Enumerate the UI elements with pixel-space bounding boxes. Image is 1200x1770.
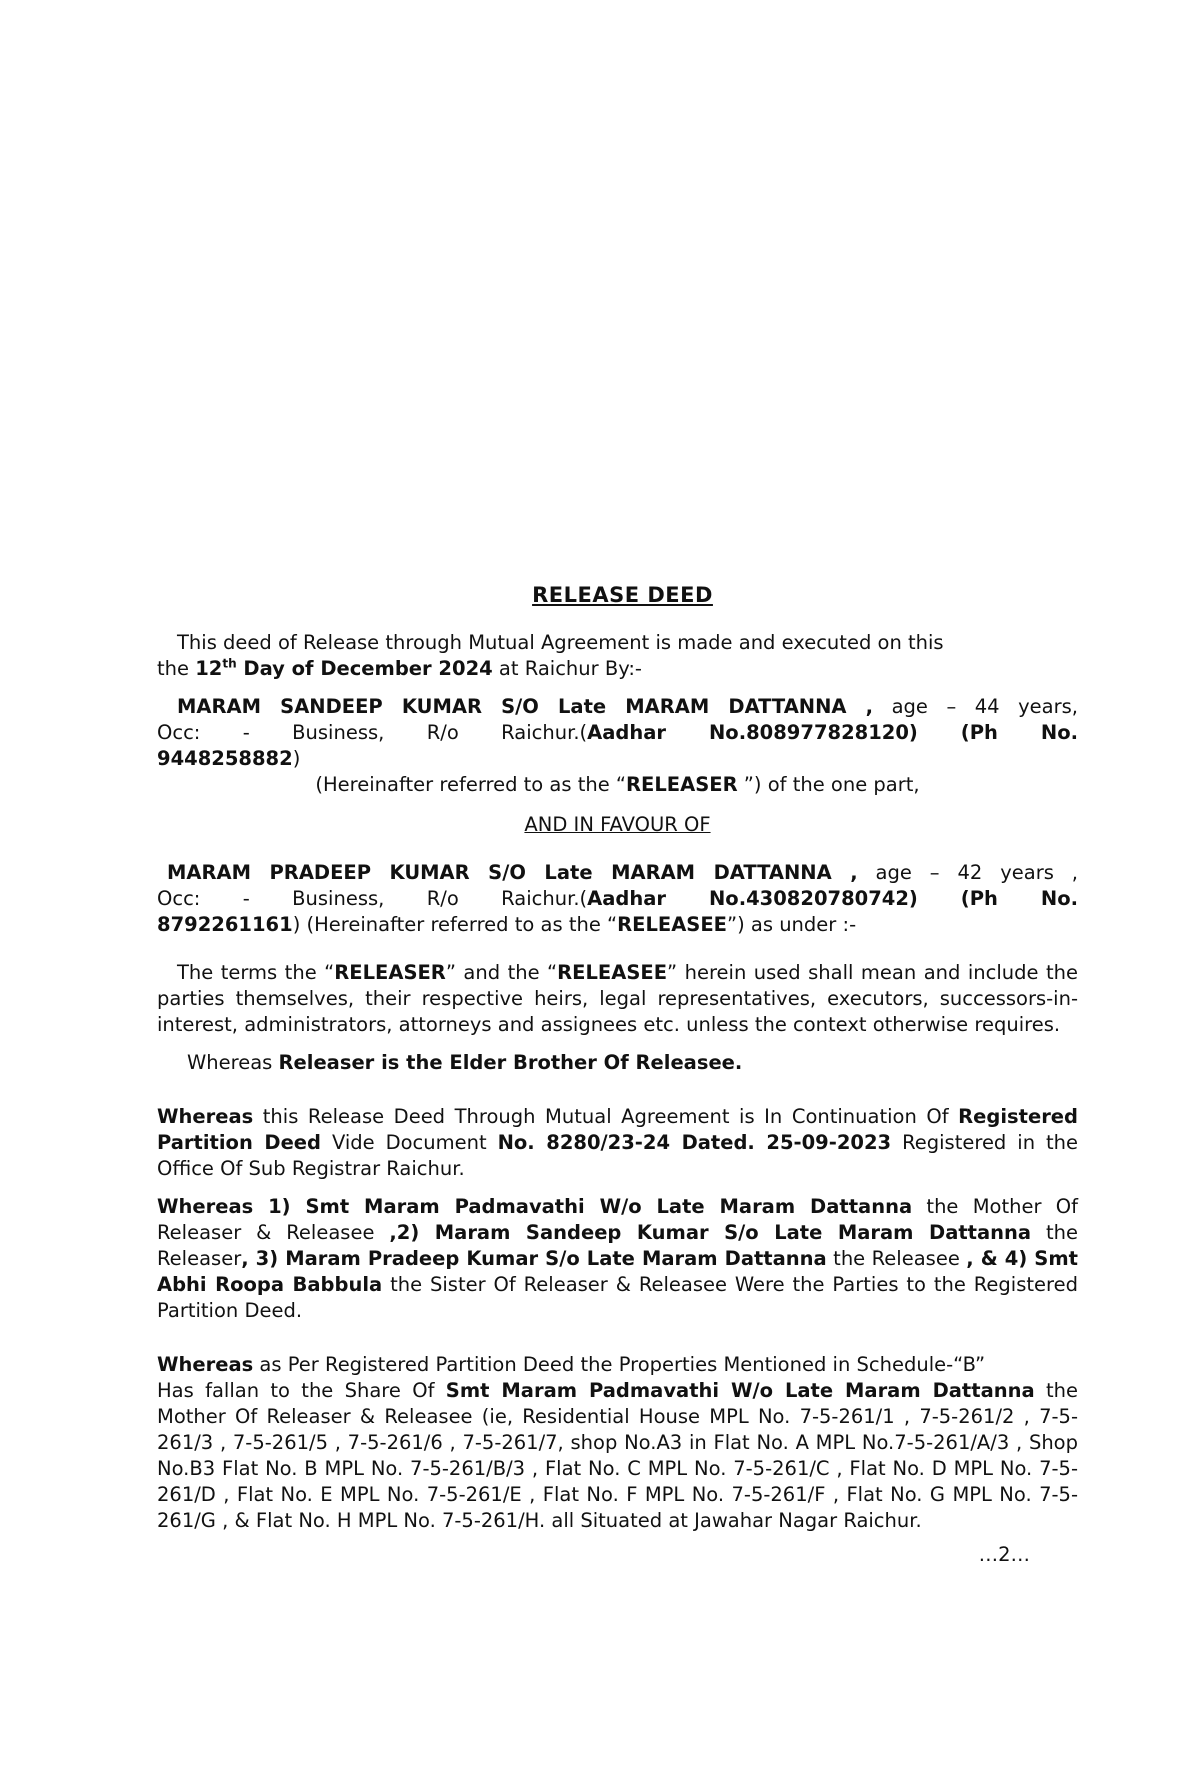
intro-line-1: This deed of Release through Mutual Agreement is made and executed on this: [177, 631, 944, 654]
whereas-schedule-b: [157, 1352, 1078, 1534]
releasee-phone-line: 8792261161) (Hereinafter referred to as the “RELEASEE”) as under :-: [157, 913, 857, 936]
and-in-favour-heading: AND IN FAVOUR OF: [524, 813, 711, 836]
releaser-occ-line: Occ: - Business, R/o Raichur.(Aadhar No.808977828120) (Ph No.: [157, 721, 1078, 744]
releaser-reference: (Hereinafter referred to as the “RELEASER ”) of the one part,: [315, 773, 920, 796]
document-title: RELEASE DEED: [532, 583, 713, 607]
whereas-parties: Whereas 1) Smt Maram Padmavathi W/o Late Maram Dattanna the Mother Of Releaser & Releasee ,2) Maram Sandeep Kumar S/o Late Maram Dattanna the Releaser, 3) Maram Pradeep Kumar S/o Late Maram Dattanna the Releasee , & 4) Smt Abhi Roopa Babbula the Sister Of Releaser & Releasee Were the Parties to the Registered Partition Deed.: [157, 1195, 1078, 1322]
releasee-name-line: MARAM PRADEEP KUMAR S/O Late MARAM DATTANNA , age – 42 years ,: [167, 861, 1078, 884]
terms-paragraph: The terms the “RELEASER” and the “RELEASEE” herein used shall mean and include the parties themselves, their respective heirs, legal representatives, executors, successors-in-interest, administrators, attorneys and assignees etc. unless the context otherwise requires.: [157, 961, 1078, 1036]
releasee-block: [157, 860, 1078, 938]
page-continuation-marker: …2…: [978, 1543, 1030, 1566]
intro-line-2: the 12th Day of December 2024 at Raichur By:-: [157, 656, 642, 680]
releaser-name-line: MARAM SANDEEP KUMAR S/O Late MARAM DATTANNA , age – 44 years,: [177, 695, 1078, 718]
whereas-elder-brother: Whereas Releaser is the Elder Brother Of Releasee.: [187, 1051, 743, 1074]
document-body: [157, 582, 1078, 1568]
whereas-share-paragraph: Has fallan to the Share Of Smt Maram Padmavathi W/o Late Maram Dattanna the Mother Of Releaser & Releasee (ie, Residential House MPL No. 7-5-261/1 , 7-5-261/2 , 7-5-261/3 , 7-5-261/5 , 7-5-261/6 , 7-5-261/7, shop No.A3 in Flat No. A MPL No.7-5-261/A/3 , Shop No.B3 Flat No. B MPL No. 7-5-261/B/3 , Flat No. C MPL No. 7-5-261/C , Flat No. D MPL No. 7-5-261/D , Flat No. E MPL No. 7-5-261/E , Flat No. F MPL No. 7-5-261/F , Flat No. G MPL No. 7-5-261/G , & Flat No. H MPL No. 7-5-261/H. all Situated at Jawahar Nagar Raichur.: [157, 1379, 1078, 1532]
whereas-schedule-line: Whereas as Per Registered Partition Deed the Properties Mentioned in Schedule-“B”: [157, 1353, 986, 1376]
releaser-phone-line: 9448258882): [157, 747, 301, 770]
releasee-occ-line: Occ: - Business, R/o Raichur.(Aadhar No.430820780742) (Ph No.: [157, 887, 1078, 910]
releaser-block: [157, 694, 1078, 798]
whereas-continuation: Whereas this Release Deed Through Mutual Agreement is In Continuation Of Registered Partition Deed Vide Document No. 8280/23-24 Dated. 25-09-2023 Registered in the Office Of Sub Registrar Raichur.: [157, 1105, 1079, 1180]
